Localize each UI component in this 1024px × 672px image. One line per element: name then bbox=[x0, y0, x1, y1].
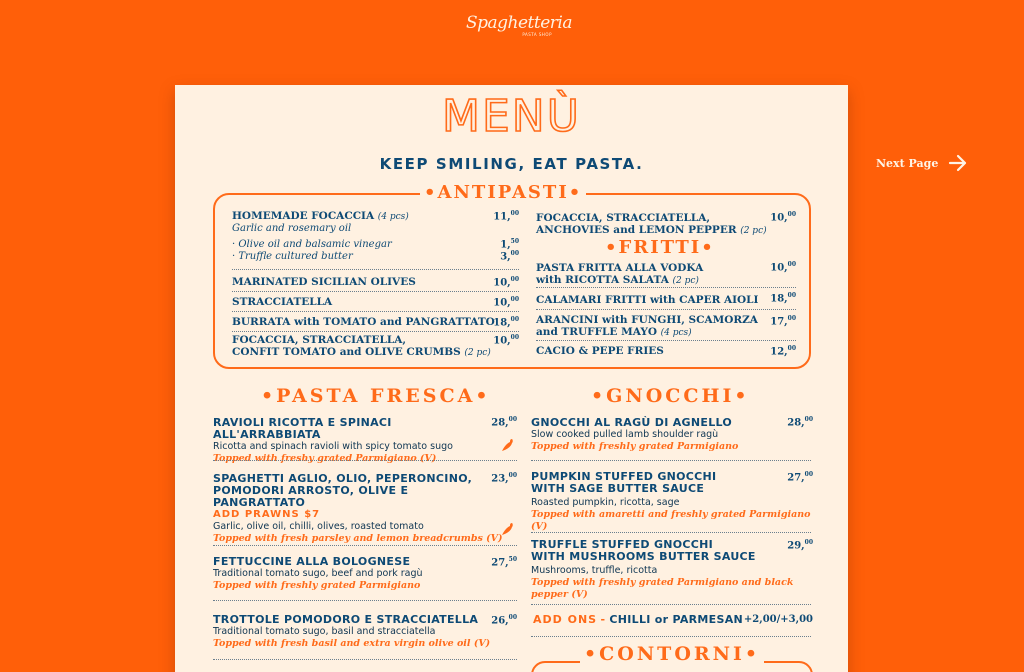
divider bbox=[536, 309, 796, 310]
divider bbox=[213, 659, 517, 660]
logo-sub: PASTA SHOP bbox=[522, 32, 552, 37]
price: 23,00 bbox=[491, 472, 517, 485]
menu-item: SPAGHETTI AGLIO, OLIO, PEPERONCINO, POMODORI ARROSTO, OLIVE E PANGRATTATO ADD PRAWNS $7 Garlic, olive oil, chilli, olives, roasted tomato Topped with fresh parsley and lemon breadcrumbs (V) bbox=[213, 472, 503, 544]
price: 27,50 bbox=[491, 556, 517, 569]
menu-item: ARANCINI with FUNGHI, SCAMORZA and TRUFFLE MAYO (4 pcs) bbox=[536, 314, 758, 338]
price: 28,00 bbox=[491, 416, 517, 429]
divider bbox=[232, 311, 519, 312]
divider bbox=[531, 604, 811, 605]
menu-item: CACIO & PEPE FRIES bbox=[536, 345, 664, 357]
menu-title: MENÙ bbox=[442, 91, 581, 142]
menu-item: · Olive oil and balsamic vinegar bbox=[232, 239, 392, 250]
price: 1,50 bbox=[500, 238, 519, 251]
menu-item: TROTTOLE POMODORO E STRACCIATELLA Traditional tomato sugo, basil and stracciatella Topped with fresh basil and extra virgin olive oil (V) bbox=[213, 613, 491, 649]
menu-item: STRACCIATELLA bbox=[232, 296, 333, 308]
menu-item: · Truffle cultured butter bbox=[232, 251, 353, 262]
menu-item: FETTUCCINE ALLA BOLOGNESE Traditional tomato sugo, beef and pork ragù Topped with freshly grated Parmigiano bbox=[213, 555, 423, 591]
price: 11,00 bbox=[493, 210, 519, 223]
divider bbox=[232, 331, 519, 332]
divider bbox=[536, 340, 796, 341]
menu-item: FOCACCIA, STRACCIATELLA, CONFIT TOMATO and OLIVE CRUMBS (2 pc) bbox=[232, 334, 491, 358]
divider bbox=[213, 460, 517, 461]
menu-item: RAVIOLI RICOTTA E SPINACI ALL'ARRABBIATA Ricotta and spinach ravioli with spicy tomato sugo Topped with freshy grated Parmigiano (V) bbox=[213, 416, 453, 464]
price: 27,00 bbox=[787, 471, 813, 484]
price: 10,00 bbox=[770, 211, 796, 224]
menu-sheet bbox=[175, 85, 848, 672]
spaghetteria-logo bbox=[466, 13, 572, 48]
chilli-icon bbox=[501, 437, 515, 453]
divider bbox=[232, 269, 519, 270]
next-page-label: Next Page bbox=[876, 156, 939, 170]
price: 17,00 bbox=[770, 315, 796, 328]
menu-item: FOCACCIA, STRACCIATELLA, ANCHOVIES and LEMON PEPPER (2 pc) bbox=[536, 212, 767, 236]
price: 18,00 bbox=[770, 292, 796, 305]
chilli-icon bbox=[501, 521, 515, 537]
next-page-link[interactable] bbox=[876, 153, 968, 173]
price: 3,00 bbox=[500, 250, 519, 263]
antipasti-heading: •ANTIPASTI• bbox=[420, 182, 586, 203]
add-ons-price: +2,00/+3,00 bbox=[743, 614, 813, 625]
divider bbox=[531, 636, 811, 637]
price: 10,00 bbox=[493, 276, 519, 289]
menu-item: BURRATA with TOMATO and PANGRATTATO bbox=[232, 316, 495, 328]
menu-item: CALAMARI FRITTI with CAPER AIOLI bbox=[536, 294, 759, 306]
arrow-right-icon bbox=[948, 153, 968, 173]
divider bbox=[536, 287, 796, 288]
divider bbox=[213, 600, 517, 601]
contorni-heading: •CONTORNI• bbox=[580, 643, 764, 665]
price: 10,00 bbox=[770, 261, 796, 274]
menu-tagline: KEEP SMILING, EAT PASTA. bbox=[379, 155, 644, 173]
fritti-heading: •FRITTI• bbox=[601, 237, 719, 258]
price: 29,00 bbox=[787, 539, 813, 552]
price: 26,00 bbox=[491, 614, 517, 627]
divider bbox=[213, 545, 517, 546]
divider bbox=[531, 460, 811, 461]
menu-item: PASTA FRITTA ALLA VODKA with RICOTTA SALATA (2 pc) bbox=[536, 262, 704, 286]
divider bbox=[531, 532, 811, 533]
menu-item: PUMPKIN STUFFED GNOCCHI WITH SAGE BUTTER SAUCE Roasted pumpkin, ricotta, sage Topped with amaretti and freshly grated Parmigiano (V) bbox=[531, 470, 811, 532]
price: 10,00 bbox=[493, 334, 519, 347]
gnocchi-heading: •GNOCCHI• bbox=[587, 385, 754, 407]
price: 18,00 bbox=[493, 316, 519, 329]
menu-item: MARINATED SICILIAN OLIVES bbox=[232, 276, 416, 288]
logo-script: Spaghetteria bbox=[466, 13, 572, 33]
pasta-fresca-heading: •PASTA FRESCA• bbox=[257, 385, 494, 407]
price: 10,00 bbox=[493, 296, 519, 309]
price: 12,00 bbox=[770, 345, 796, 358]
price: 28,00 bbox=[787, 416, 813, 429]
menu-item: GNOCCHI AL RAGÙ DI AGNELLO Slow cooked pulled lamb shoulder ragù Topped with freshly grated Parmigiano bbox=[531, 416, 739, 452]
menu-item: HOMEMADE FOCACCIA (4 pcs) Garlic and rosemary oil bbox=[232, 210, 409, 234]
add-ons-row: ADD ONS - CHILLI or PARMESAN bbox=[533, 613, 744, 626]
divider bbox=[232, 291, 519, 292]
menu-item: TRUFFLE STUFFED GNOCCHI WITH MUSHROOMS BUTTER SAUCE Mushrooms, truffle, ricotta Topped with freshly grated Parmigiano and black pepper (V) bbox=[531, 538, 794, 600]
